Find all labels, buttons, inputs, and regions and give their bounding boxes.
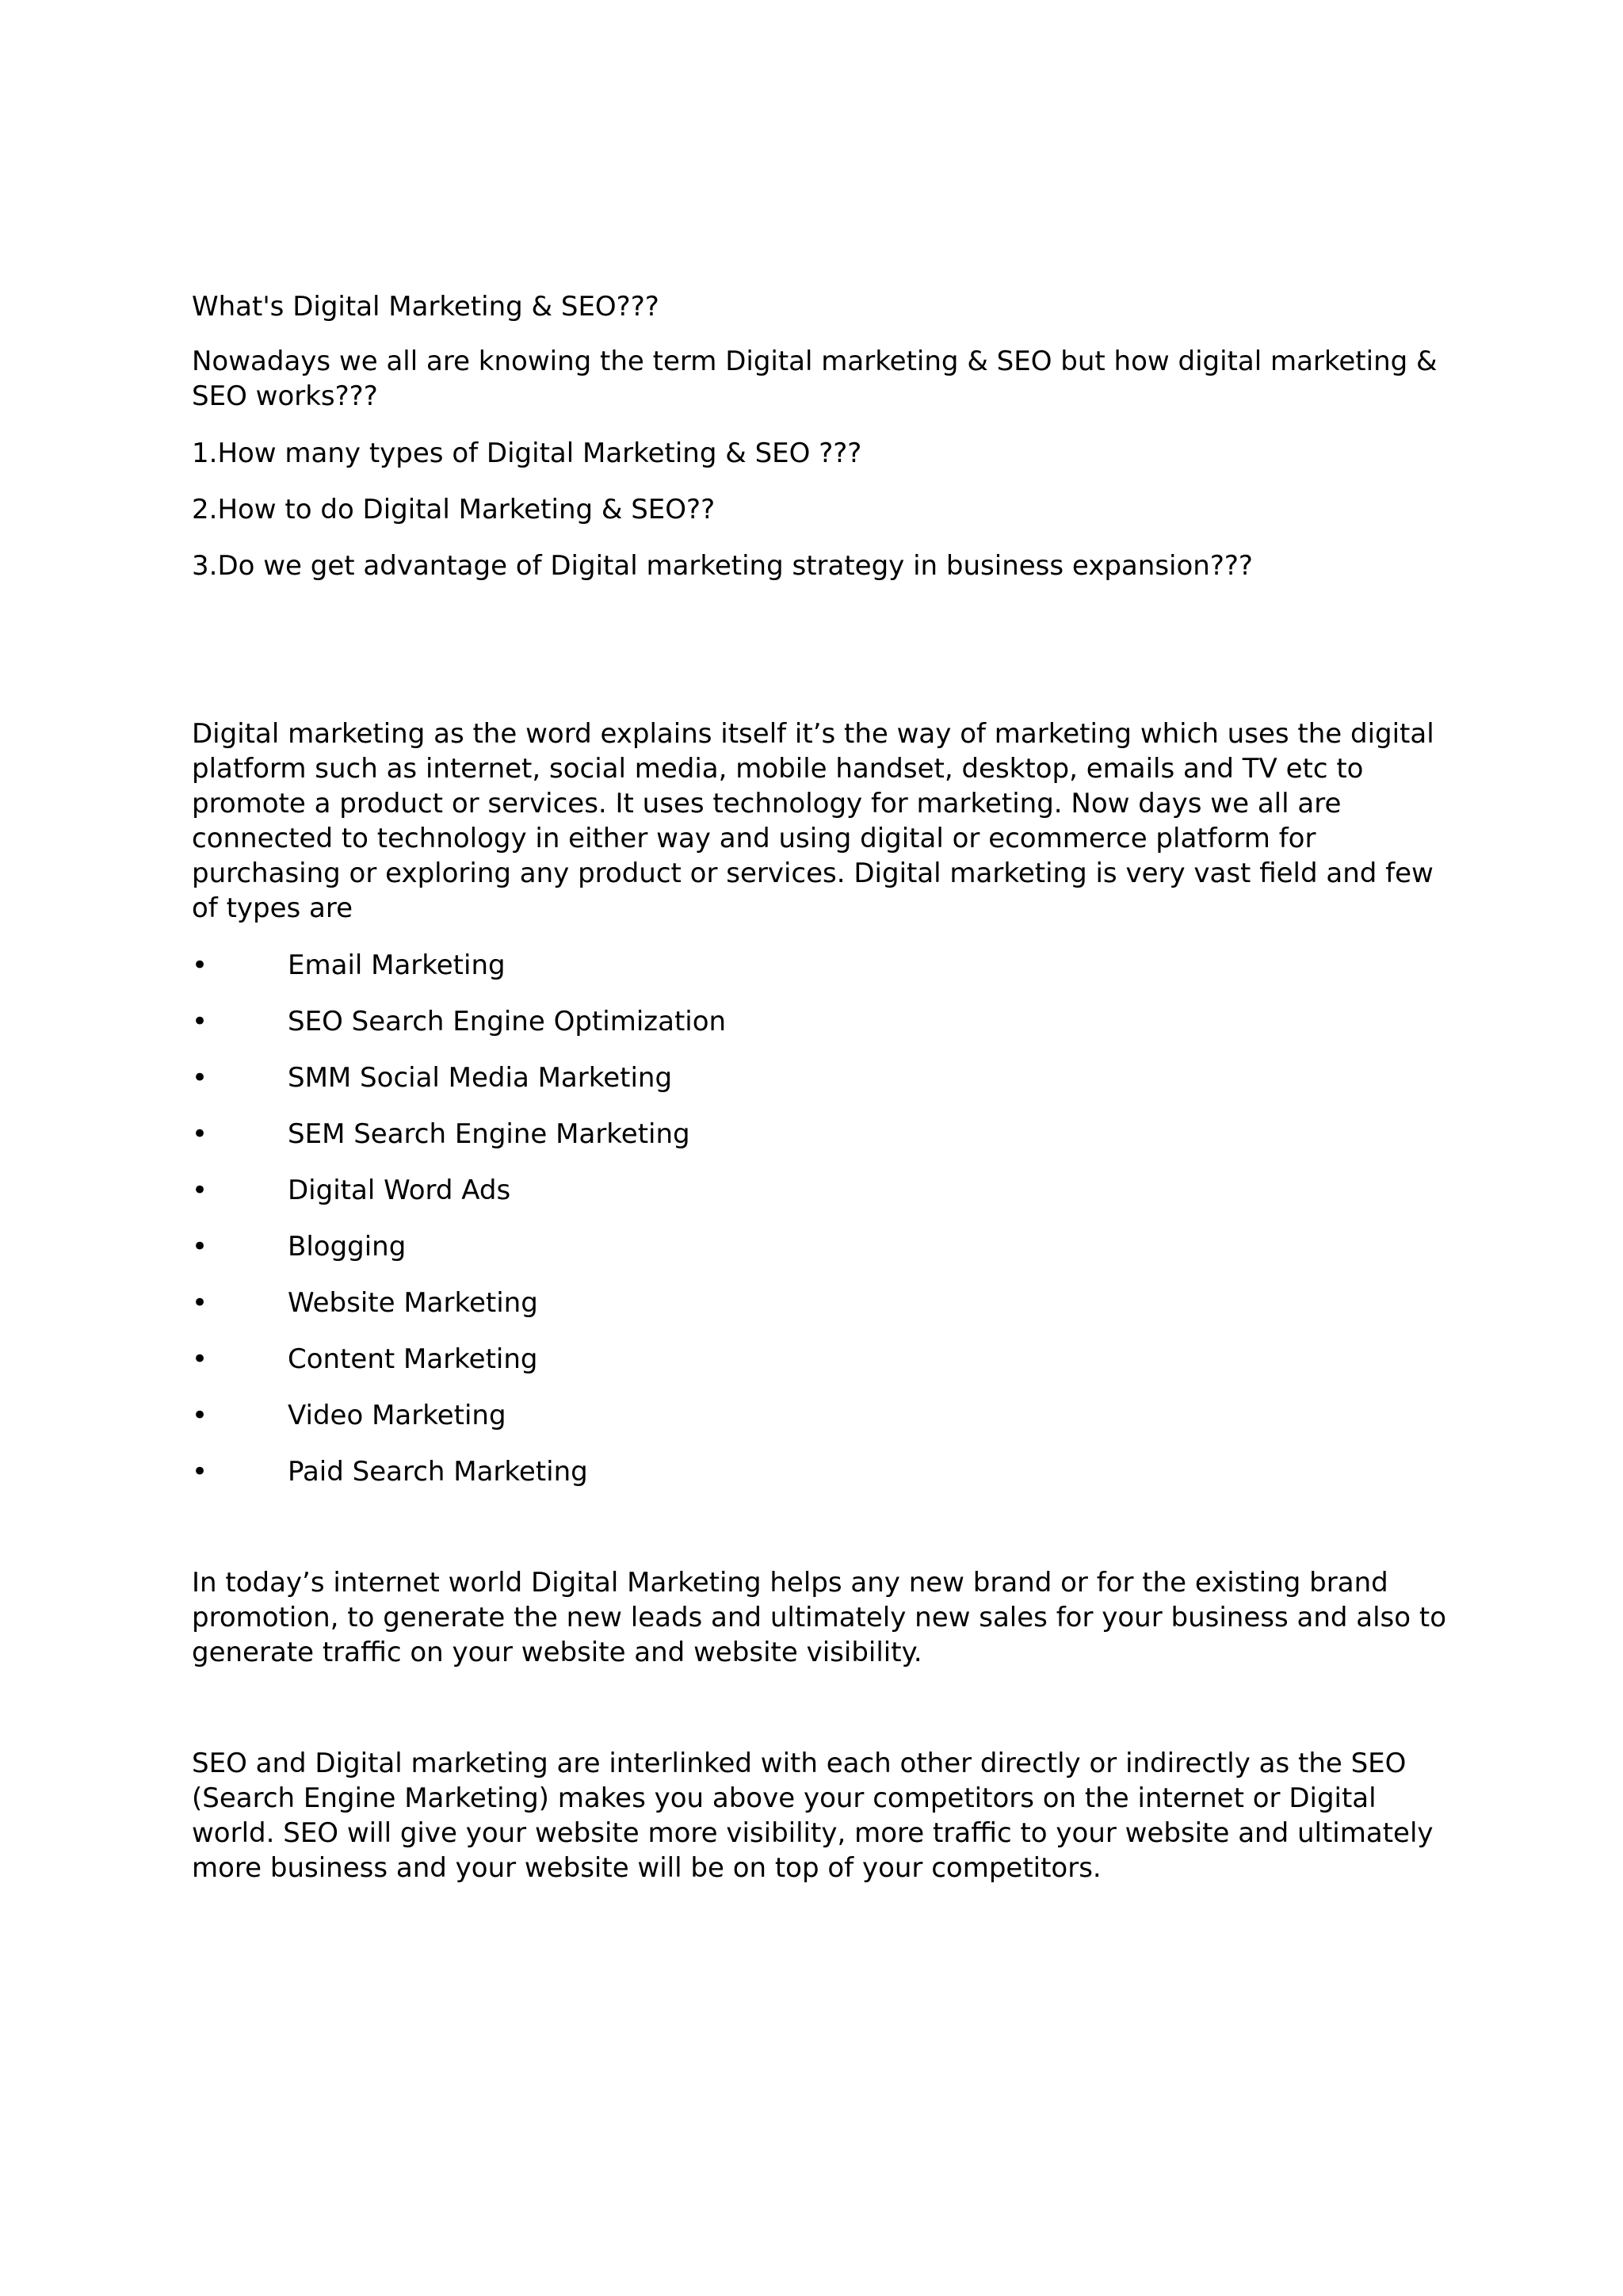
seo-paragraph: SEO and Digital marketing are interlinked with each other directly or indirectly as the SEO (Search Engine Marketing) makes you above your competitors on the internet or Digital world. SEO will give your website more visibility, more traffic to your website and ultimately more business and your website will be on top of your competitors.	[192, 1748, 1434, 1884]
list-item-label: Website Marketing	[288, 1287, 538, 1319]
question-1: 1.How many types of Digital Marketing & SEO ???	[192, 437, 862, 469]
list-item-label: SEO Search Engine Optimization	[288, 1006, 727, 1037]
list-item	[192, 1342, 1452, 1398]
bullet-icon: •	[192, 1175, 208, 1206]
list-item	[192, 1454, 1452, 1511]
list-item-label: Paid Search Marketing	[288, 1456, 588, 1488]
bullet-icon: •	[192, 1118, 208, 1150]
list-item	[192, 1229, 1452, 1286]
list-item-label: SEM Search Engine Marketing	[288, 1118, 690, 1150]
bullet-icon: •	[192, 1343, 208, 1375]
list-item	[192, 1117, 1452, 1173]
list-item-label: Video Marketing	[288, 1400, 506, 1431]
list-item-label: Content Marketing	[288, 1343, 538, 1375]
question-3: 3.Do we get advantage of Digital marketing strategy in business expansion???	[192, 550, 1253, 582]
bullet-icon: •	[192, 1062, 208, 1094]
list-item	[192, 1398, 1452, 1454]
brand-promotion-paragraph: In today’s internet world Digital Marketing helps any new brand or for the existing brand promotion, to generate the new leads and ultimately new sales for your business and also to generate traffic on your website and website visibility.	[192, 1567, 1447, 1668]
bullet-icon: •	[192, 1287, 208, 1319]
intro-paragraph: Nowadays we all are knowing the term Digital marketing & SEO but how digital marketing & SEO works???	[192, 346, 1438, 412]
list-item-label: Digital Word Ads	[288, 1175, 511, 1206]
bullet-icon: •	[192, 1231, 208, 1263]
list-item	[192, 1060, 1452, 1117]
question-2: 2.How to do Digital Marketing & SEO??	[192, 494, 716, 525]
list-item	[192, 1004, 1452, 1060]
list-item	[192, 948, 1452, 1004]
marketing-types-list	[192, 948, 1452, 1511]
bullet-icon: •	[192, 1400, 208, 1431]
document-title: What's Digital Marketing & SEO???	[192, 291, 659, 323]
list-item	[192, 1173, 1452, 1229]
list-item-label: Email Marketing	[288, 949, 506, 981]
bullet-icon: •	[192, 1456, 208, 1488]
list-item-label: Blogging	[288, 1231, 407, 1263]
bullet-icon: •	[192, 1006, 208, 1037]
list-item-label: SMM Social Media Marketing	[288, 1062, 673, 1094]
bullet-icon: •	[192, 949, 208, 981]
digital-marketing-paragraph: Digital marketing as the word explains itself it’s the way of marketing which uses the digital platform such as internet, social media, mobile handset, desktop, emails and TV etc to promote a product or services. It uses technology for marketing. Now days we all are connected to technology in either way and using digital or ecommerce platform for purchasing or exploring any product or services. Digital marketing is very vast field and few of types are	[192, 718, 1434, 924]
list-item	[192, 1286, 1452, 1342]
